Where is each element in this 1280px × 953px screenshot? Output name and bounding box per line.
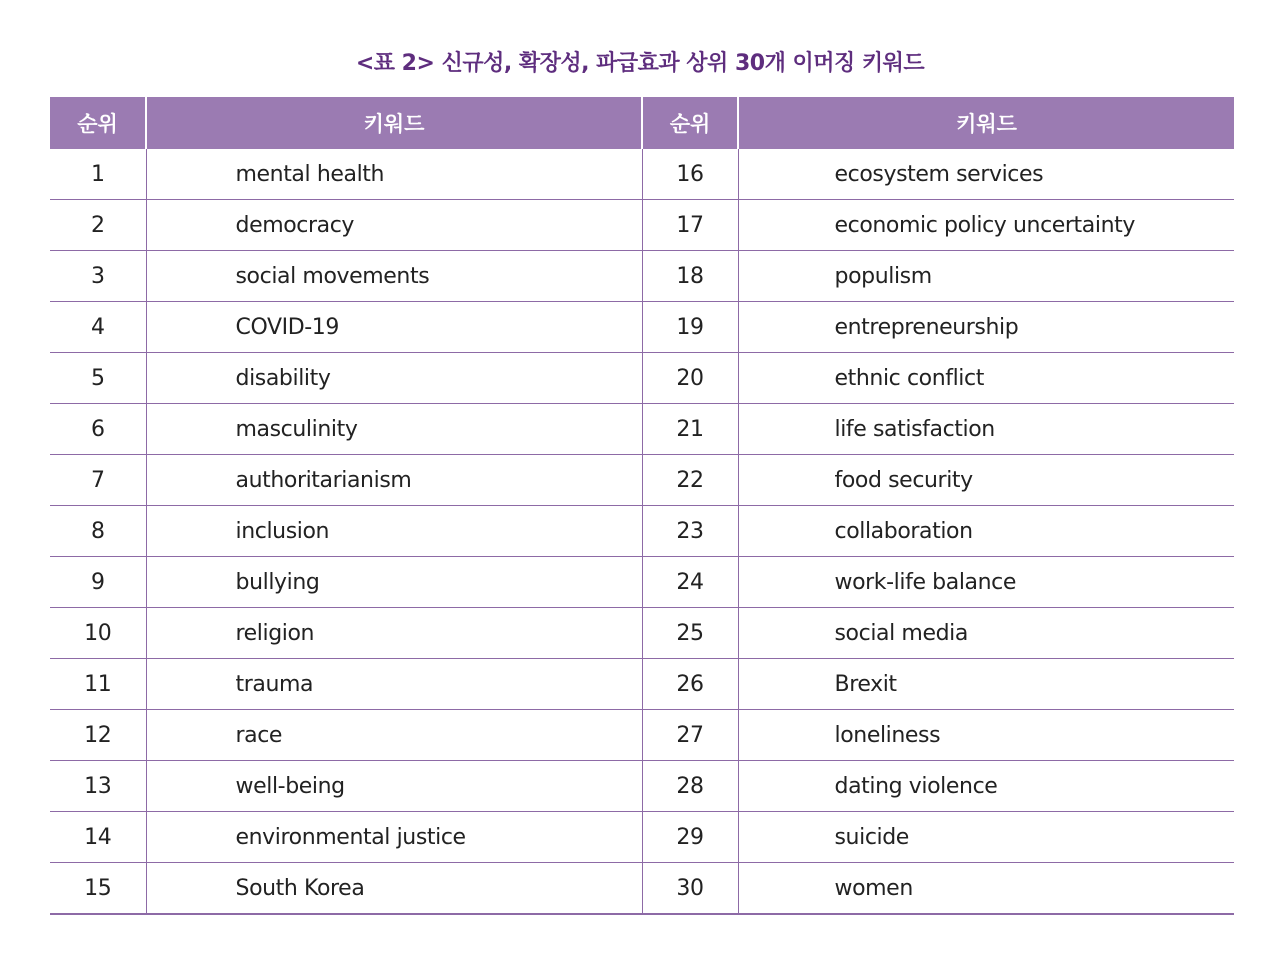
rank-cell: 24 [642,557,738,608]
rank-cell: 4 [50,302,146,353]
rank-cell: 7 [50,455,146,506]
keyword-cell: social media [738,608,1234,659]
rank-cell: 21 [642,404,738,455]
column-header-rank-left: 순위 [50,97,146,149]
keyword-cell: populism [738,251,1234,302]
column-header-keyword-left: 키워드 [146,97,642,149]
table-row [50,455,1234,506]
keyword-cell: mental health [146,149,642,200]
rank-cell: 6 [50,404,146,455]
column-header-keyword-right: 키워드 [738,97,1234,149]
keyword-cell: race [146,710,642,761]
keyword-cell: suicide [738,812,1234,863]
keyword-cell: well-being [146,761,642,812]
keyword-cell: democracy [146,200,642,251]
table-row [50,608,1234,659]
emerging-keywords-table [50,97,1234,915]
keyword-cell: entrepreneurship [738,302,1234,353]
table-row [50,761,1234,812]
table-row [50,557,1234,608]
column-header-rank-right: 순위 [642,97,738,149]
rank-cell: 9 [50,557,146,608]
table-row [50,302,1234,353]
rank-cell: 11 [50,659,146,710]
keyword-cell: work-life balance [738,557,1234,608]
rank-cell: 28 [642,761,738,812]
rank-cell: 2 [50,200,146,251]
keyword-cell: trauma [146,659,642,710]
rank-cell: 20 [642,353,738,404]
table-row [50,353,1234,404]
rank-cell: 3 [50,251,146,302]
rank-cell: 19 [642,302,738,353]
table-row [50,863,1234,915]
table-row [50,200,1234,251]
rank-cell: 1 [50,149,146,200]
keyword-cell: environmental justice [146,812,642,863]
table-row [50,710,1234,761]
keyword-cell: collaboration [738,506,1234,557]
table-body [50,149,1234,914]
table-row [50,251,1234,302]
rank-cell: 10 [50,608,146,659]
keyword-cell: life satisfaction [738,404,1234,455]
keyword-cell: South Korea [146,863,642,915]
keyword-cell: COVID-19 [146,302,642,353]
rank-cell: 27 [642,710,738,761]
table-row [50,506,1234,557]
keyword-cell: loneliness [738,710,1234,761]
rank-cell: 5 [50,353,146,404]
keyword-cell: social movements [146,251,642,302]
table-header [50,97,1234,149]
rank-cell: 30 [642,863,738,915]
keyword-cell: masculinity [146,404,642,455]
rank-cell: 12 [50,710,146,761]
table-row [50,149,1234,200]
keyword-cell: ecosystem services [738,149,1234,200]
table-row [50,659,1234,710]
rank-cell: 23 [642,506,738,557]
rank-cell: 29 [642,812,738,863]
rank-cell: 16 [642,149,738,200]
rank-cell: 15 [50,863,146,915]
rank-cell: 17 [642,200,738,251]
rank-cell: 8 [50,506,146,557]
keyword-cell: religion [146,608,642,659]
keyword-cell: authoritarianism [146,455,642,506]
keyword-cell: women [738,863,1234,915]
rank-cell: 13 [50,761,146,812]
rank-cell: 14 [50,812,146,863]
keyword-cell: inclusion [146,506,642,557]
keyword-cell: ethnic conflict [738,353,1234,404]
table-row [50,404,1234,455]
rank-cell: 18 [642,251,738,302]
rank-cell: 26 [642,659,738,710]
rank-cell: 25 [642,608,738,659]
keyword-cell: dating violence [738,761,1234,812]
table-caption: <표 2> 신규성, 확장성, 파급효과 상위 30개 이머징 키워드 [355,51,925,76]
keyword-cell: Brexit [738,659,1234,710]
keyword-cell: food security [738,455,1234,506]
table-row [50,812,1234,863]
keyword-cell: bullying [146,557,642,608]
rank-cell: 22 [642,455,738,506]
keyword-cell: economic policy uncertainty [738,200,1234,251]
keyword-cell: disability [146,353,642,404]
